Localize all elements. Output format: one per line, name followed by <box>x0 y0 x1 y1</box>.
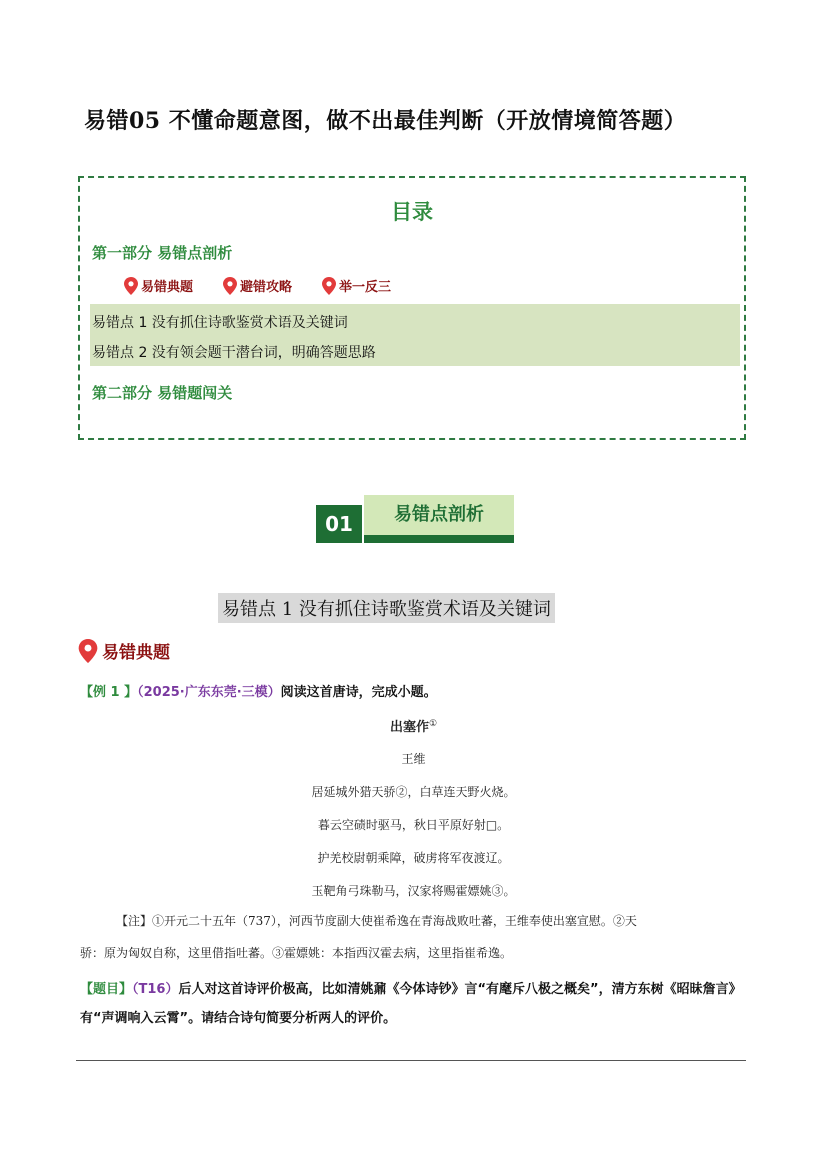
toc-part-1[interactable]: 第一部分 易错点剖析 <box>92 244 233 262</box>
section-banner <box>316 495 516 545</box>
example-intro <box>80 681 437 700</box>
toc-part-2[interactable]: 第二部分 易错题闯关 <box>92 384 233 402</box>
toc-tags <box>124 276 391 295</box>
poem-title-text: 出塞作 <box>389 720 429 735</box>
poem-line: 居延城外猎天骄②，白草连天野火烧。 <box>311 785 516 799</box>
poem-notes-line-1: 【注】①开元二十五年（737），河西节度副大使崔希逸在青海战败吐蕃，王维奉使出塞宣慰。②天 <box>116 914 637 928</box>
toc-tag-typical[interactable] <box>124 276 193 295</box>
section-number: 01 <box>316 505 362 543</box>
toc-tag-label: 避错攻略 <box>240 280 293 295</box>
location-pin-icon <box>322 277 336 295</box>
location-pin-icon <box>124 277 138 295</box>
question-text: 后人对这首诗评价极高，比如清姚鼐《今体诗钞》言“有麾斥八极之概矣”，清方东树《昭昧詹言》有“声调响入云霄”。请结合诗句简要分析两人的评价。 <box>80 982 742 1026</box>
toc-tag-strategy[interactable] <box>223 276 292 295</box>
poem-line: 暮云空碛时驱马，秋日平原好射□。 <box>317 818 510 832</box>
poem-title-note: ① <box>428 719 438 729</box>
section-label: 易错点剖析 <box>364 495 514 535</box>
example-source: （2025·广东东莞·三模） <box>137 685 281 700</box>
toc-tag-practice[interactable] <box>322 276 391 295</box>
typical-question-text: 易错典题 <box>102 643 170 663</box>
toc-items-band <box>90 304 740 366</box>
toc-heading: 目录 <box>391 200 433 224</box>
toc-item-1[interactable]: 易错点 1 没有抓住诗歌鉴赏术语及关键词 <box>92 315 348 331</box>
poem-author: 王维 <box>401 752 426 766</box>
poem-line: 护羌校尉朝乘障，破虏将军夜渡辽。 <box>317 851 510 865</box>
table-of-contents <box>78 176 746 440</box>
poem-notes-line-2: 骄：原为匈奴自称，这里借指吐蕃。③霍嫖姚：本指西汉霍去病，这里指崔希逸。 <box>80 946 513 960</box>
question-number: （T16） <box>132 982 179 997</box>
location-pin-icon <box>78 639 98 663</box>
question-tag: 【题目】 <box>80 982 133 997</box>
poem-title <box>0 716 827 735</box>
example-instruction: 阅读这首唐诗，完成小题。 <box>280 685 437 700</box>
bottom-divider <box>76 1060 746 1061</box>
toc-item-2[interactable]: 易错点 2 没有领会题干潜台词，明确答题思路 <box>92 345 376 361</box>
example-tag: 【例 1 】 <box>80 685 138 700</box>
typical-question-label <box>78 638 170 663</box>
page-title: 易错05 不懂命题意图，做不出最佳判断（开放情境简答题） <box>84 108 687 134</box>
location-pin-icon <box>223 277 237 295</box>
question-block <box>80 975 754 1033</box>
poem-line: 玉靶角弓珠勒马，汉家将赐霍嫖姚③。 <box>311 884 516 898</box>
section-underline <box>364 535 514 543</box>
toc-tag-label: 举一反三 <box>339 280 392 295</box>
toc-tag-label: 易错典题 <box>141 280 194 295</box>
error-point-heading: 易错点 1 没有抓住诗歌鉴赏术语及关键词 <box>218 593 555 623</box>
